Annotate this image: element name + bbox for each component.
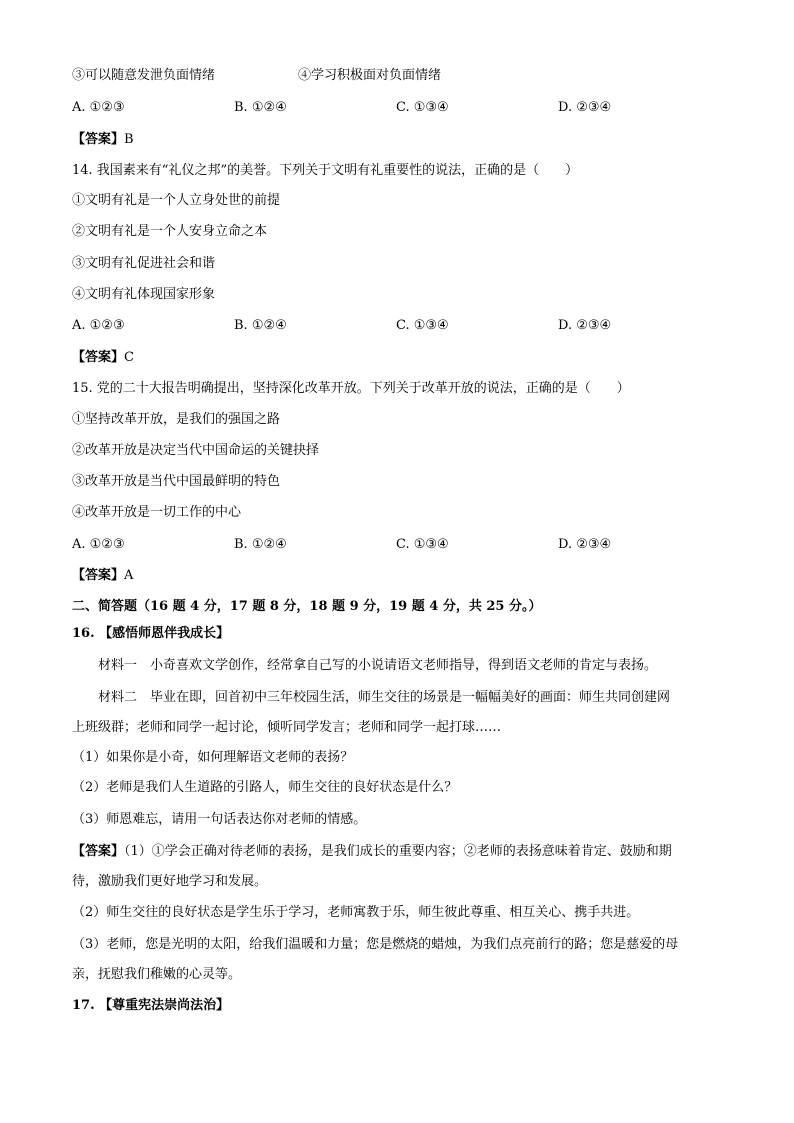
q13-item-3: ③可以随意发泄负面情绪 xyxy=(72,68,216,83)
answer-value: A xyxy=(124,568,134,583)
q15-item-1: ①坚持改革开放，是我们的强国之路 xyxy=(72,412,281,427)
answer-label: 【答案】 xyxy=(72,132,125,147)
q13-item-4: ④学习积极面对负面情绪 xyxy=(298,68,442,83)
answer-label: 【答案】 xyxy=(72,568,125,583)
q14-item-4: ④文明有礼体现国家形象 xyxy=(72,287,216,302)
q15-option-d: D. ②③④ xyxy=(558,537,612,552)
q15-item-3: ③改革开放是当代中国最鲜明的特色 xyxy=(72,474,281,489)
q14-option-d: D. ②③④ xyxy=(558,318,612,333)
answer-label: 【答案】 xyxy=(72,844,125,859)
q13-option-b: B. ①②④ xyxy=(234,100,287,115)
q13-answer xyxy=(72,130,134,150)
q14-answer xyxy=(72,348,134,368)
q16-sub-question-2: （2）老师是我们人生道路的引路人，师生交往的良好状态是什么？ xyxy=(72,780,458,795)
q13-option-a: A. ①②③ xyxy=(72,100,125,115)
q17-title: 17. 【尊重宪法崇尚法治】 xyxy=(72,998,230,1013)
q14-item-3: ③文明有礼促进社会和谐 xyxy=(72,256,216,271)
q13-option-d: D. ②③④ xyxy=(558,100,612,115)
q16-sub-question-1: （1）如果你是小奇，如何理解语文老师的表扬？ xyxy=(72,750,354,765)
q13-option-c: C. ①③④ xyxy=(396,100,449,115)
q14-option-b: B. ①②④ xyxy=(234,318,287,333)
q16-sub-question-3: （3）师恩难忘，请用一句话表达你对老师的情感。 xyxy=(72,812,367,827)
q15-answer xyxy=(72,566,133,586)
q15-option-a: A. ①②③ xyxy=(72,537,125,552)
q16-title: 16. 【感悟师恩伴我成长】 xyxy=(72,626,230,641)
q14-item-2: ②文明有礼是一个人安身立命之本 xyxy=(72,224,268,239)
section-title: 二、简答题（16 题 4 分，17 题 8 分，18 题 9 分，19 题 4 分，共 25 分。） xyxy=(72,599,542,614)
q15-stem: 15. 党的二十大报告明确提出，坚持深化改革开放。下列关于改革开放的说法，正确的是（ ） xyxy=(72,381,630,396)
answer-value: B xyxy=(124,132,134,147)
q15-option-b: B. ①②④ xyxy=(234,537,287,552)
answer-value: C xyxy=(124,350,134,365)
q16-material-2-line-2: 上班级群；老师和同学一起讨论，倾听同学发言；老师和同学一起打球…… xyxy=(72,720,502,735)
q16-material-2-line-1: 材料二 毕业在即，回首初中三年校园生活，师生交往的场景是一幅幅美好的画面：师生共同创建网 xyxy=(98,690,671,705)
q16-answer-3-line-2: 亲，抚慰我们稚嫩的心灵等。 xyxy=(72,967,242,982)
q15-item-4: ④改革开放是一切工作的中心 xyxy=(72,505,242,520)
q16-material-1: 材料一 小奇喜欢文学创作，经常拿自己写的小说请语文老师指导，得到语文老师的肯定与表扬。 xyxy=(98,658,658,673)
q14-item-1: ①文明有礼是一个人立身处世的前提 xyxy=(72,193,281,208)
q14-option-c: C. ①③④ xyxy=(396,318,449,333)
q15-option-c: C. ①③④ xyxy=(396,537,449,552)
q16-answer-3-line-1: （3）老师，您是光明的太阳，给我们温暖和力量；您是燃烧的蜡烛，为我们点亮前行的路；您是慈爱的母 xyxy=(72,937,679,952)
q14-stem: 14. 我国素来有“礼仪之邦”的美誉。下列关于文明有礼重要性的说法，正确的是（ ） xyxy=(72,163,579,178)
q15-item-2: ②改革开放是决定当代中国命运的关键抉择 xyxy=(72,443,320,458)
q14-option-a: A. ①②③ xyxy=(72,318,125,333)
q16-answer-1-line-1 xyxy=(72,842,672,862)
q16-answer-1-line-2: 待，激励我们更好地学习和发展。 xyxy=(72,874,268,889)
answer-label: 【答案】 xyxy=(72,350,125,365)
q16-answer-2: （2）师生交往的良好状态是学生乐于学习，老师寓教于乐，师生彼此尊重、相互关心、携手共进。 xyxy=(72,905,640,920)
answer-text: （1）①学会正确对待老师的表扬，是我们成长的重要内容；②老师的表扬意味着肯定、鼓励和期 xyxy=(124,844,672,859)
